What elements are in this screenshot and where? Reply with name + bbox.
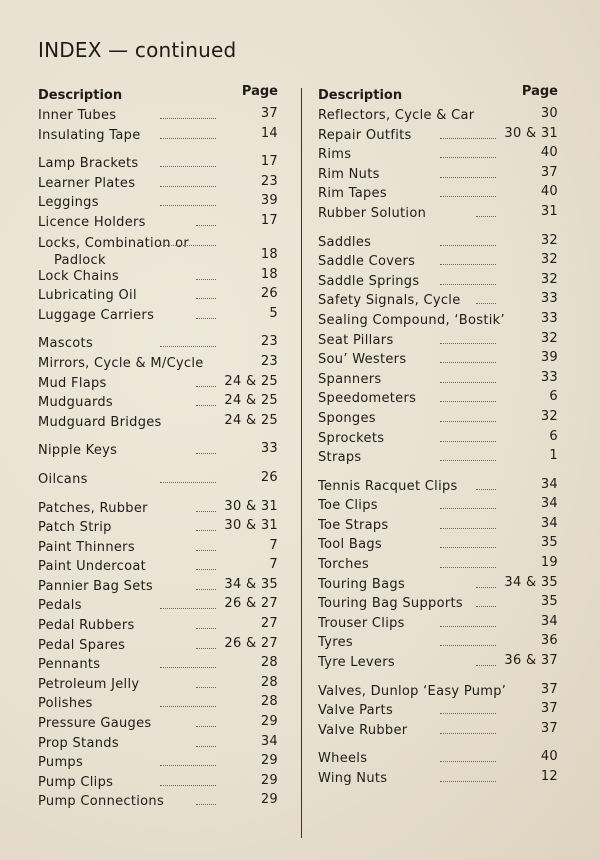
dot-leader — [160, 108, 216, 119]
entry-description: Toe Clips — [318, 498, 378, 514]
entry-page-number: 5 — [269, 305, 278, 321]
entry-description: Sou’ Westers — [318, 352, 407, 368]
entry-description: Saddle Springs — [318, 273, 420, 289]
entry-page-number: 37 — [260, 106, 278, 121]
index-entry — [38, 374, 278, 394]
entry-page-number: 26 & 27 — [224, 596, 278, 612]
dot-leader — [196, 579, 216, 590]
entry-page-number: 33 — [540, 291, 558, 307]
entry-page-number: 33 — [260, 441, 278, 457]
entry-page-number: 30 — [540, 106, 558, 121]
index-entry — [38, 470, 278, 490]
entry-description: Speedometers — [318, 391, 417, 407]
dot-leader — [440, 147, 496, 158]
dot-leader — [440, 235, 496, 246]
letter-gap — [38, 325, 278, 334]
entry-page-number: 36 — [540, 633, 558, 649]
entry-page-number: 33 — [540, 310, 558, 326]
entry-page-number: 34 — [540, 613, 558, 629]
dot-leader — [440, 635, 496, 646]
dot-leader — [196, 443, 216, 454]
index-column-right — [318, 84, 558, 789]
entry-description: Wheels — [318, 751, 368, 767]
entry-description: Reflectors, Cycle & Car — [318, 108, 475, 123]
entry-page-number: 36 & 37 — [504, 653, 558, 669]
column-header — [38, 84, 278, 106]
index-column-left — [38, 84, 278, 812]
entry-page-number: 34 — [540, 515, 558, 531]
entry-page-number: 28 — [260, 694, 278, 710]
index-entry — [318, 184, 558, 204]
index-entry — [318, 291, 558, 311]
index-entry — [318, 252, 558, 272]
dot-leader — [160, 176, 216, 187]
index-entry — [318, 272, 558, 292]
index-entry — [38, 233, 278, 267]
entry-description: Sprockets — [318, 430, 385, 446]
entry-page-number: 23 — [260, 353, 278, 369]
entry-page-number: 28 — [260, 655, 278, 671]
index-entry — [318, 370, 558, 390]
index-entry — [318, 350, 558, 370]
entry-page-number: 28 — [260, 674, 278, 690]
entry-description: Tennis Racquet Clips — [318, 478, 458, 494]
index-entry — [318, 653, 558, 673]
index-entry — [318, 165, 558, 185]
index-entry — [38, 106, 278, 126]
index-entry — [38, 577, 278, 597]
entry-description: Touring Bag Supports — [318, 596, 463, 612]
index-entry — [38, 126, 278, 146]
dot-leader — [476, 596, 496, 607]
column-divider — [301, 88, 302, 838]
entry-description: Trouser Clips — [318, 615, 405, 631]
dot-leader — [476, 577, 496, 588]
entry-page-number: 37 — [540, 681, 558, 697]
dot-leader — [440, 498, 496, 509]
entry-description-line2: Padlock — [54, 252, 106, 268]
entry-description: Insulating Tape — [38, 127, 141, 143]
index-entry — [318, 749, 558, 769]
entry-description: Licence Holders — [38, 214, 146, 230]
dot-leader — [196, 540, 216, 551]
entry-description: Sealing Compound, ‘Bostik’ — [318, 312, 505, 328]
entry-description: Pedals — [38, 598, 82, 614]
entry-description: Tool Bags — [318, 537, 382, 553]
entry-description: Safety Signals, Cycle — [318, 293, 461, 309]
entry-description: Saddle Covers — [318, 254, 416, 270]
index-entry — [38, 154, 278, 174]
dot-leader — [476, 206, 496, 217]
entry-description: Tyres — [318, 635, 353, 651]
index-entry — [318, 633, 558, 653]
entry-description: Lubricating Oil — [38, 288, 137, 304]
column-header — [318, 84, 558, 106]
entry-description: Valve Parts — [318, 703, 394, 719]
dot-leader — [160, 472, 216, 483]
entry-description: Torches — [318, 557, 370, 573]
entry-page-number: 6 — [549, 389, 558, 405]
dot-leader — [160, 775, 216, 786]
page-header: Page — [521, 84, 558, 99]
index-entry — [318, 496, 558, 516]
entry-page-number: 32 — [540, 330, 558, 346]
entry-page-number: 40 — [540, 184, 558, 200]
dot-leader — [476, 479, 496, 490]
dot-leader — [476, 293, 496, 304]
entry-description: Nipple Keys — [38, 443, 118, 459]
entry-page-number: 29 — [260, 772, 278, 788]
dot-leader — [440, 254, 496, 265]
index-entry — [318, 204, 558, 224]
entry-page-number: 18 — [260, 266, 278, 282]
dot-leader — [196, 794, 216, 805]
entry-description: Learner Plates — [38, 175, 136, 191]
index-entry — [318, 448, 558, 468]
entry-page-number: 35 — [540, 535, 558, 551]
entry-page-number: 37 — [540, 164, 558, 180]
letter-gap — [38, 461, 278, 470]
entry-page-number: 37 — [540, 720, 558, 736]
entry-page-number: 34 & 35 — [504, 574, 558, 590]
dot-leader — [440, 518, 496, 529]
index-entry — [38, 753, 278, 773]
dot-leader — [196, 638, 216, 649]
dot-leader — [440, 186, 496, 197]
dot-leader — [440, 411, 496, 422]
dot-leader — [196, 618, 216, 629]
dot-leader — [160, 696, 216, 707]
index-entry — [318, 535, 558, 555]
index-entry — [318, 614, 558, 634]
index-entry — [38, 499, 278, 519]
dot-leader — [160, 128, 216, 139]
entry-page-number: 1 — [549, 448, 558, 464]
entry-description: Mascots — [38, 336, 94, 352]
entry-page-number: 32 — [540, 232, 558, 248]
page-title: INDEX — continued — [38, 38, 237, 62]
index-entry — [38, 792, 278, 812]
index-entry — [318, 331, 558, 351]
entry-page-number: 30 & 31 — [504, 125, 558, 141]
entry-description: Sponges — [318, 410, 376, 426]
description-header: Description — [318, 88, 403, 103]
index-entry — [318, 145, 558, 165]
entry-page-number: 39 — [260, 193, 278, 209]
entry-description-line1: Locks, Combination or — [38, 235, 190, 251]
entry-page-number: 40 — [540, 749, 558, 765]
entry-description: Seat Pillars — [318, 332, 394, 348]
index-entry — [38, 714, 278, 734]
dot-leader — [196, 269, 216, 280]
entry-page-number: 40 — [540, 145, 558, 161]
dot-leader — [440, 557, 496, 568]
index-entry — [38, 655, 278, 675]
entry-page-number: 29 — [260, 792, 278, 808]
entry-page-number: 34 — [260, 733, 278, 749]
index-entry — [38, 773, 278, 793]
dot-leader — [196, 308, 216, 319]
dot-leader — [196, 736, 216, 747]
dot-leader — [196, 215, 216, 226]
entry-description: Lock Chains — [38, 268, 119, 284]
entry-page-number: 26 — [260, 469, 278, 485]
description-header: Description — [38, 88, 123, 103]
entry-page-number: 24 & 25 — [224, 393, 278, 409]
index-entries-left — [38, 106, 278, 812]
entry-page-number: 17 — [260, 154, 278, 170]
index-entry — [318, 594, 558, 614]
entry-page-number: 34 — [540, 496, 558, 512]
index-entry — [318, 682, 558, 702]
entry-page-number: 35 — [540, 594, 558, 610]
index-entry — [318, 701, 558, 721]
dot-leader — [196, 677, 216, 688]
dot-leader — [440, 431, 496, 442]
entry-page-number: 34 & 35 — [224, 576, 278, 592]
entry-description: Pressure Gauges — [38, 716, 152, 732]
index-entry — [318, 429, 558, 449]
entry-page-number: 26 & 27 — [224, 635, 278, 651]
entry-page-number: 7 — [269, 537, 278, 553]
dot-leader — [160, 195, 216, 206]
entry-description: Pumps — [38, 755, 84, 771]
index-entry — [38, 441, 278, 461]
dot-leader — [196, 288, 216, 299]
entry-description: Mudguards — [38, 395, 114, 411]
dot-leader — [196, 376, 216, 387]
entry-page-number: 24 & 25 — [224, 373, 278, 389]
index-entry — [38, 675, 278, 695]
dot-leader — [440, 352, 496, 363]
entry-page-number: 17 — [260, 212, 278, 228]
entry-page-number: 7 — [269, 557, 278, 573]
entry-description: Polishes — [38, 696, 93, 712]
dot-leader — [196, 501, 216, 512]
entry-description: Prop Stands — [38, 735, 119, 751]
entry-page-number: 32 — [540, 252, 558, 268]
index-entry — [38, 694, 278, 714]
dot-leader — [440, 751, 496, 762]
dot-leader — [440, 537, 496, 548]
entry-description: Touring Bags — [318, 576, 406, 592]
entry-page-number: 33 — [540, 369, 558, 385]
index-entry — [318, 516, 558, 536]
entry-description: Patch Strip — [38, 520, 112, 536]
index-entries-right — [318, 106, 558, 789]
entry-description: Pedal Rubbers — [38, 618, 135, 634]
index-entry — [318, 106, 558, 126]
index-entry — [318, 409, 558, 429]
dot-leader — [160, 657, 216, 668]
entry-description: Wing Nuts — [318, 771, 388, 786]
index-entry — [318, 126, 558, 146]
dot-leader — [440, 771, 496, 782]
index-entry — [38, 267, 278, 287]
dot-leader — [196, 520, 216, 531]
dot-leader — [160, 235, 216, 246]
entry-description: Leggings — [38, 195, 99, 211]
entry-page-number: 23 — [260, 173, 278, 189]
letter-gap — [38, 490, 278, 499]
entry-page-number: 37 — [540, 701, 558, 717]
index-entry — [38, 354, 278, 374]
entry-description: Rims — [318, 147, 352, 163]
entry-description: Valves, Dunlop ‘Easy Pump’ — [318, 683, 507, 699]
dot-leader — [440, 128, 496, 139]
entry-description: Toe Straps — [318, 517, 389, 533]
letter-gap — [318, 224, 558, 233]
entry-description: Rim Nuts — [318, 166, 380, 182]
entry-description: Rim Tapes — [318, 186, 387, 202]
dot-leader — [160, 156, 216, 167]
entry-description: Repair Outfits — [318, 127, 412, 143]
entry-page-number: 19 — [540, 555, 558, 571]
entry-description: Pump Connections — [38, 794, 165, 810]
entry-description: Oilcans — [38, 471, 88, 487]
entry-description: Saddles — [318, 234, 372, 250]
letter-gap — [318, 468, 558, 477]
index-entry — [318, 575, 558, 595]
entry-description: Pannier Bag Sets — [38, 578, 153, 594]
dot-leader — [160, 755, 216, 766]
dot-leader — [440, 391, 496, 402]
entry-description: Inner Tubes — [38, 108, 117, 123]
letter-gap — [38, 145, 278, 154]
index-entry — [318, 233, 558, 253]
dot-leader — [440, 333, 496, 344]
entry-description: Mud Flaps — [38, 375, 107, 391]
entry-page-number: 29 — [260, 753, 278, 769]
index-entry — [38, 596, 278, 616]
index-entry — [318, 311, 558, 331]
index-entry — [38, 518, 278, 538]
entry-description: Straps — [318, 450, 362, 466]
index-entry — [38, 334, 278, 354]
index-entry — [38, 413, 278, 433]
entry-description: Mudguard Bridges — [38, 414, 162, 430]
dot-leader — [440, 450, 496, 461]
entry-description: Pedal Spares — [38, 637, 126, 653]
entry-page-number: 30 & 31 — [224, 518, 278, 534]
entry-description: Patches, Rubber — [38, 500, 148, 516]
entry-description: Petroleum Jelly — [38, 676, 140, 692]
index-entry — [38, 538, 278, 558]
index-entry — [38, 734, 278, 754]
dot-leader — [440, 372, 496, 383]
index-entry — [38, 616, 278, 636]
index-entry — [38, 393, 278, 413]
entry-description: Paint Undercoat — [38, 559, 147, 575]
entry-description: Pump Clips — [38, 774, 114, 790]
entry-page-number: 24 & 25 — [224, 412, 278, 428]
dot-leader — [440, 616, 496, 627]
dot-leader — [196, 716, 216, 727]
entry-page-number: 23 — [260, 334, 278, 350]
letter-gap — [38, 432, 278, 441]
letter-gap — [318, 740, 558, 749]
dot-leader — [196, 395, 216, 406]
entry-page-number: 31 — [540, 203, 558, 219]
entry-description: Lamp Brackets — [38, 156, 139, 172]
letter-gap — [318, 673, 558, 682]
index-entry — [38, 557, 278, 577]
dot-leader — [160, 598, 216, 609]
entry-description: Spanners — [318, 371, 382, 387]
entry-page-number: 14 — [260, 125, 278, 141]
index-entry — [318, 721, 558, 741]
index-entry — [38, 193, 278, 213]
entry-page-number: 18 — [260, 246, 278, 262]
entry-description: Tyre Levers — [318, 655, 395, 671]
entry-page-number: 29 — [260, 714, 278, 730]
entry-description: Pennants — [38, 657, 101, 673]
entry-page-number: 32 — [540, 271, 558, 287]
dot-leader — [476, 655, 496, 666]
entry-page-number: 12 — [540, 769, 558, 784]
entry-description: Valve Rubber — [318, 722, 408, 738]
index-entry — [38, 636, 278, 656]
dot-leader — [440, 723, 496, 734]
index-entry — [38, 213, 278, 233]
index-entry — [318, 555, 558, 575]
dot-leader — [160, 336, 216, 347]
entry-description: Rubber Solution — [318, 205, 427, 221]
index-entry — [318, 769, 558, 789]
dot-leader — [440, 274, 496, 285]
index-entry — [38, 306, 278, 326]
index-entry — [38, 286, 278, 306]
entry-page-number: 39 — [540, 350, 558, 366]
dot-leader — [440, 703, 496, 714]
entry-description: Mirrors, Cycle & M/Cycle — [38, 355, 204, 371]
entry-page-number: 27 — [260, 616, 278, 632]
page-header: Page — [241, 84, 278, 99]
entry-description: Paint Thinners — [38, 539, 135, 555]
entry-page-number: 26 — [260, 286, 278, 302]
index-entry — [38, 174, 278, 194]
index-entry — [318, 389, 558, 409]
entry-page-number: 6 — [549, 428, 558, 444]
dot-leader — [440, 167, 496, 178]
entry-description: Luggage Carriers — [38, 307, 155, 323]
index-entry — [318, 477, 558, 497]
dot-leader — [196, 559, 216, 570]
entry-page-number: 34 — [540, 476, 558, 492]
entry-page-number: 32 — [540, 408, 558, 424]
entry-page-number: 30 & 31 — [224, 498, 278, 514]
